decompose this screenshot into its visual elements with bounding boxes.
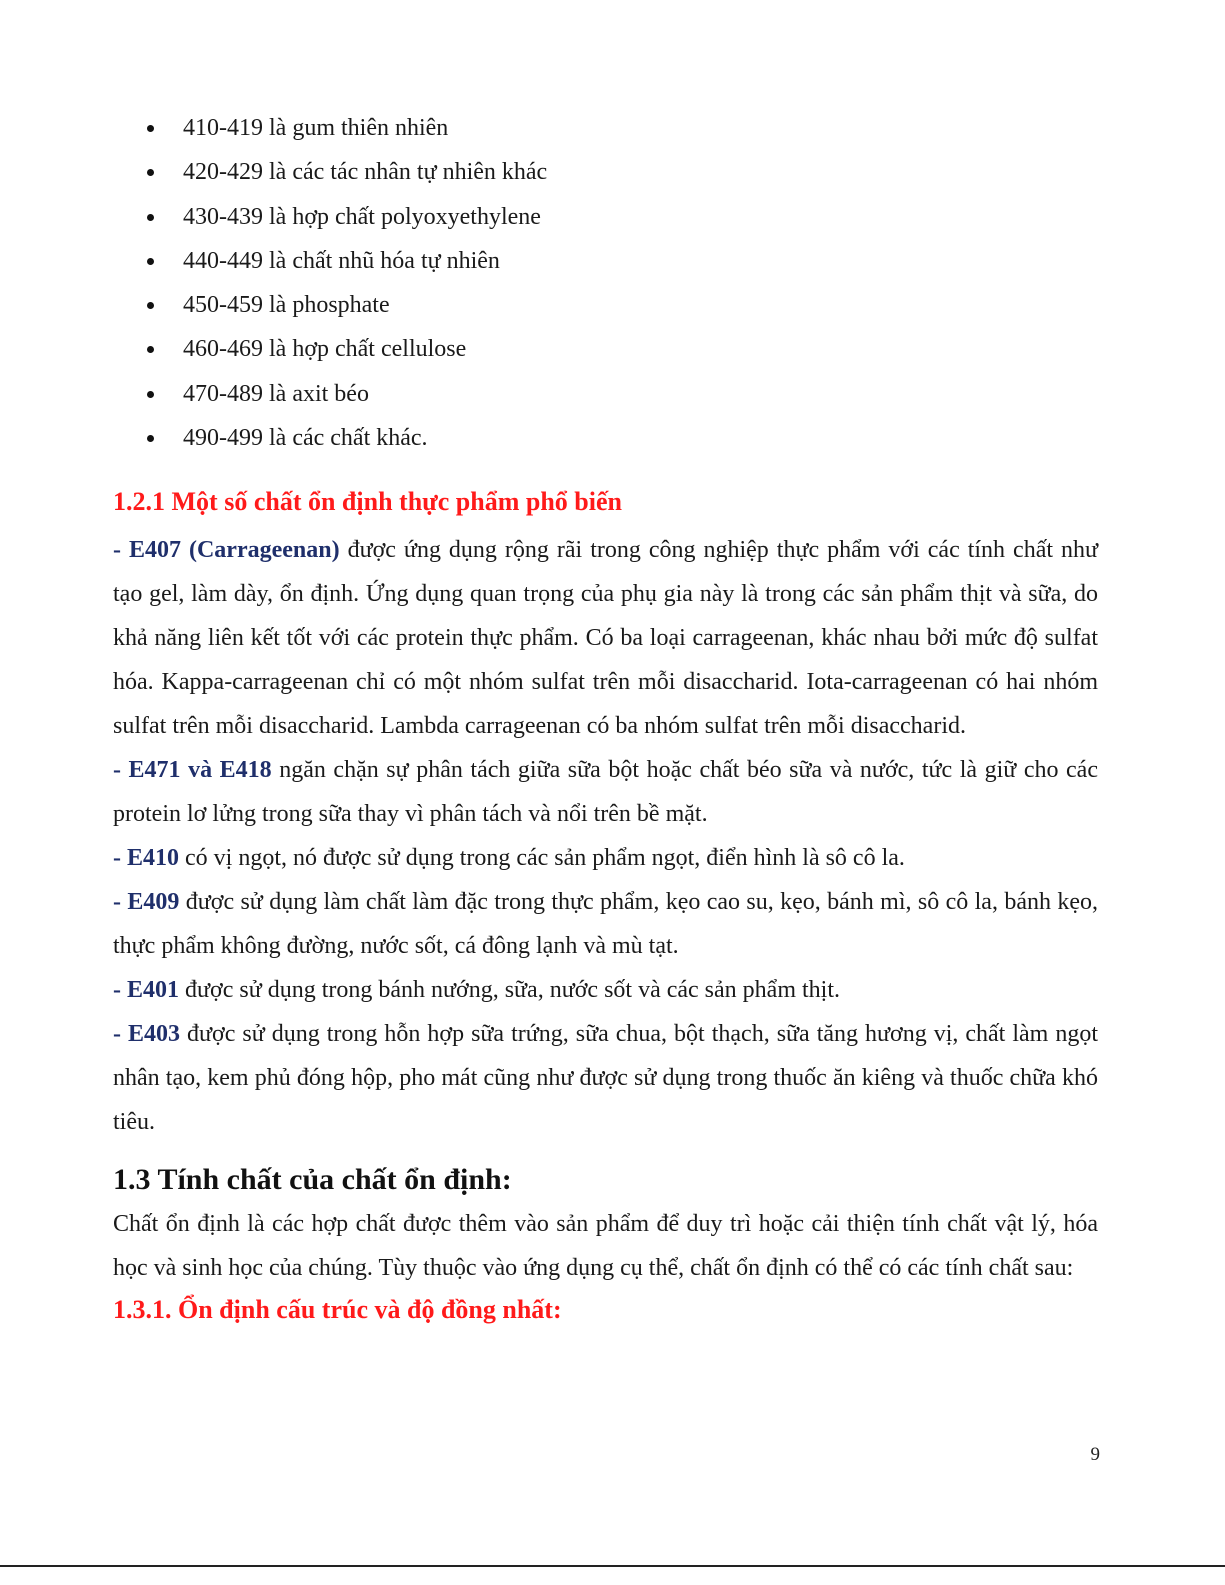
list-item: 440-449 là chất nhũ hóa tự nhiên xyxy=(113,241,1098,285)
list-item: 450-459 là phosphate xyxy=(113,285,1098,329)
stabilizer-paragraph-e407 xyxy=(113,528,1098,748)
list-item: 410-419 là gum thiên nhiên xyxy=(113,108,1098,152)
stabilizer-paragraph-e409 xyxy=(113,880,1098,968)
list-item: 460-469 là hợp chất cellulose xyxy=(113,329,1098,373)
section-1-2-1-heading: 1.2.1 Một số chất ổn định thực phẩm phổ biến xyxy=(113,487,622,517)
stabilizer-code: - E409 xyxy=(113,889,180,916)
stabilizer-code: - E471 và E418 xyxy=(113,757,272,784)
page-bottom-divider xyxy=(0,1565,1225,1567)
stabilizer-paragraph-e403 xyxy=(113,1012,1098,1144)
stabilizer-code: - E403 xyxy=(113,1021,181,1048)
stabilizer-paragraph-e401 xyxy=(113,968,1098,1012)
section-1-3-1-heading: 1.3.1. Ổn định cấu trúc và độ đồng nhất: xyxy=(113,1295,562,1325)
stabilizer-description: được sử dụng làm chất làm đặc trong thực phẩm, kẹo cao su, kẹo, bánh mì, sô cô la, bánh kẹo, thực phẩm không đường, nước sốt, cá đông lạnh và mù tạt. xyxy=(113,889,1098,960)
document-page xyxy=(113,108,1098,1328)
bullet-icon xyxy=(147,169,154,176)
stabilizer-paragraph-e410 xyxy=(113,836,1098,880)
bullet-icon xyxy=(147,258,154,265)
page-number: 9 xyxy=(1090,1444,1100,1465)
stabilizer-description: có vị ngọt, nó được sử dụng trong các sản phẩm ngọt, điển hình là sô cô la. xyxy=(179,845,905,872)
list-item: 470-489 là axit béo xyxy=(113,374,1098,418)
ecode-range-list xyxy=(113,108,1098,462)
stabilizer-paragraph-e471-e418 xyxy=(113,748,1098,836)
stabilizer-description: ngăn chặn sự phân tách giữa sữa bột hoặc chất béo sữa và nước, tức là giữ cho các protein lơ lửng trong sữa thay vì phân tách và nổi trên bề mặt. xyxy=(113,757,1098,828)
bullet-icon xyxy=(147,125,154,132)
bullet-icon xyxy=(147,302,154,309)
list-item: 420-429 là các tác nhân tự nhiên khác xyxy=(113,152,1098,196)
stabilizer-code: - E401 xyxy=(113,977,179,1004)
section-1-3-intro: Chất ổn định là các hợp chất được thêm vào sản phẩm để duy trì hoặc cải thiện tính chất vật lý, hóa học và sinh học của chúng. Tùy thuộc vào ứng dụng cụ thể, chất ổn định có thể có các tính chất sau: xyxy=(113,1211,1098,1282)
stabilizer-code: - E407 (Carrageenan) xyxy=(113,537,340,564)
bullet-icon xyxy=(147,435,154,442)
list-item: 490-499 là các chất khác. xyxy=(113,418,1098,462)
bullet-icon xyxy=(147,391,154,398)
stabilizer-code: - E410 xyxy=(113,845,179,872)
section-1-3-heading: 1.3 Tính chất của chất ổn định: xyxy=(113,1163,512,1197)
list-item: 430-439 là hợp chất polyoxyethylene xyxy=(113,197,1098,241)
stabilizer-description: được sử dụng trong bánh nướng, sữa, nước sốt và các sản phẩm thịt. xyxy=(179,977,840,1004)
stabilizer-description: được ứng dụng rộng rãi trong công nghiệp thực phẩm với các tính chất như tạo gel, làm dày, ổn định. Ứng dụng quan trọng của phụ gia này là trong các sản phẩm thịt và sữa, do khả năng liên kết tốt với các protein thực phẩm. Có ba loại carrageenan, khác nhau bởi mức độ sulfat hóa. Kappa-carrageenan chỉ có một nhóm sulfat trên mỗi disaccharid. Iota-carrageenan có hai nhóm sulfat trên mỗi disaccharid. Lambda carrageenan có ba nhóm sulfat trên mỗi disaccharid. xyxy=(113,537,1099,740)
bullet-icon xyxy=(147,214,154,221)
bullet-icon xyxy=(147,346,154,353)
stabilizer-description: được sử dụng trong hỗn hợp sữa trứng, sữa chua, bột thạch, sữa tăng hương vị, chất làm ngọt nhân tạo, kem phủ đóng hộp, pho mát cũng như được sử dụng trong thuốc ăn kiêng và thuốc chữa khó tiêu. xyxy=(113,1021,1099,1136)
